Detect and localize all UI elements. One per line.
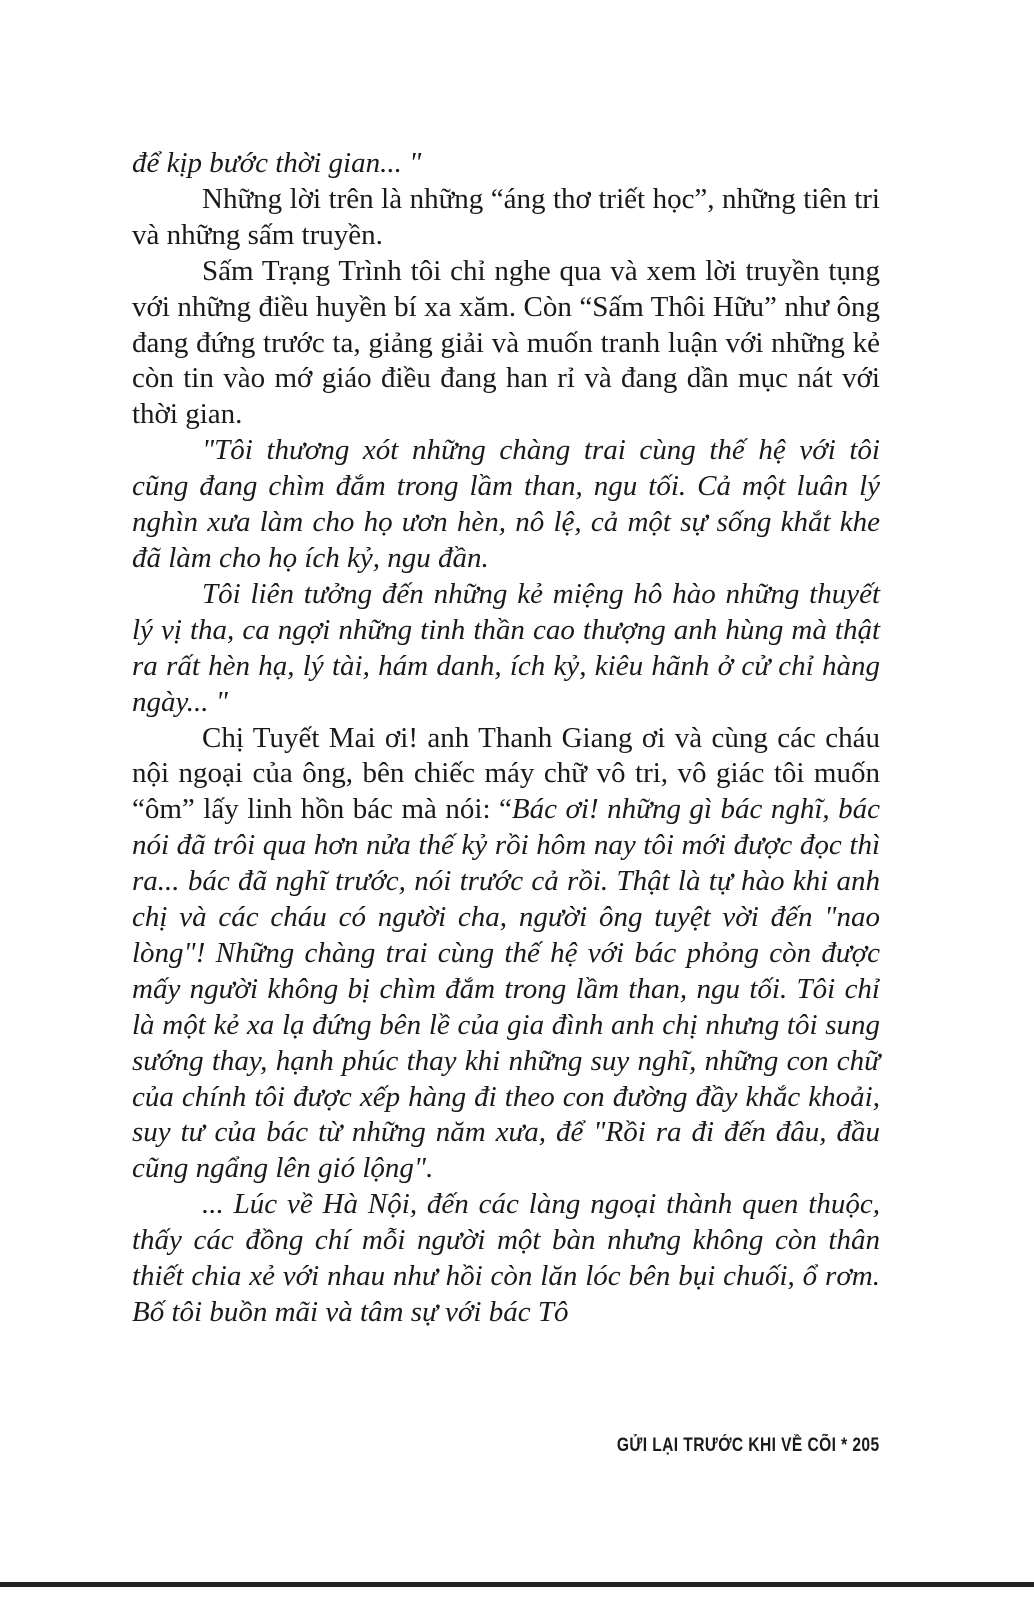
paragraph-6 <box>132 721 880 1188</box>
paragraph-1: để kịp bước thời gian... " <box>132 147 422 179</box>
paragraph-5: Tôi liên tưởng đến những kẻ miệng hô hào những thuyết lý vị tha, ca ngợi những tinh thần cao thượng anh hùng mà thật ra rất hèn hạ, lý tài, hám danh, ích kỷ, kiêu hãnh ở cử chỉ hàng ngày... " <box>132 577 880 718</box>
bottom-rule <box>0 1582 1034 1587</box>
paragraph-6-normal: Chị Tuyết Mai ơi! anh Thanh Giang ơi và cùng các cháu nội ngoại của ông, bên chiếc máy chữ vô tri, vô giác tôi muốn “ôm” lấy linh hồn bác mà nói: “ <box>132 721 880 826</box>
footer-separator: * <box>841 1435 848 1456</box>
paragraph-7: ... Lúc về Hà Nội, đến các làng ngoại thành quen thuộc, thấy các đồng chí mỗi người một bàn nhưng không còn thân thiết chia xẻ với nhau như hồi còn lăn lóc bên bụi chuối, ổ rơm. Bố tôi buồn mãi và tâm sự với bác Tô <box>132 1188 880 1328</box>
paragraph-6-italic: Bác ơi! những gì bác nghĩ, bác nói đã trôi qua hơn nửa thế kỷ rồi hôm nay tôi mới được đọc thì ra... bác đã nghĩ trước, nói trước cả rồi. Thật là tự hào khi anh chị và các cháu có người cha, người ông tuyệt vời đến "nao lòng"! Những chàng trai cùng thế hệ với bác phỏng còn được mấy người không bị chìm đắm trong lầm than, ngu tối. Tôi chỉ là một kẻ xa lạ đứng bên lề của gia đình anh chị nhưng tôi sung sướng thay, hạnh phúc thay khi những suy nghĩ, những con chữ của chính tôi được xếp hàng đi theo con đường đầy khắc khoải, suy tư của bác từ những năm xưa, để "Rồi ra đi đến đâu, đầu cũng ngẩng lên gió lộng". <box>132 793 880 1185</box>
paragraph-2: Những lời trên là những “áng thơ triết học”, những tiên tri và những sấm truyền. <box>132 182 880 251</box>
page-number: 205 <box>852 1435 880 1456</box>
running-title: GỬI LẠI TRƯỚC KHI VỀ CÕI <box>616 1435 837 1456</box>
paragraph-3: Sấm Trạng Trình tôi chỉ nghe qua và xem lời truyền tụng với những điều huyền bí xa xăm. Còn “Sấm Thôi Hữu” như ông đang đứng trước ta, giảng giải và muốn tranh luận với những kẻ còn tin vào mớ giáo điều đang han rỉ và đang dần mục nát với thời gian. <box>132 254 880 431</box>
body-text <box>132 146 880 1331</box>
page-footer <box>616 1435 880 1457</box>
paragraph-4: "Tôi thương xót những chàng trai cùng thế hệ với tôi cũng đang chìm đắm trong lầm than, ngu tối. Cả một luân lý nghìn xưa làm cho họ ươn hèn, nô lệ, cả một sự sống khắt khe đã làm cho họ ích kỷ, ngu đần. <box>132 434 880 574</box>
